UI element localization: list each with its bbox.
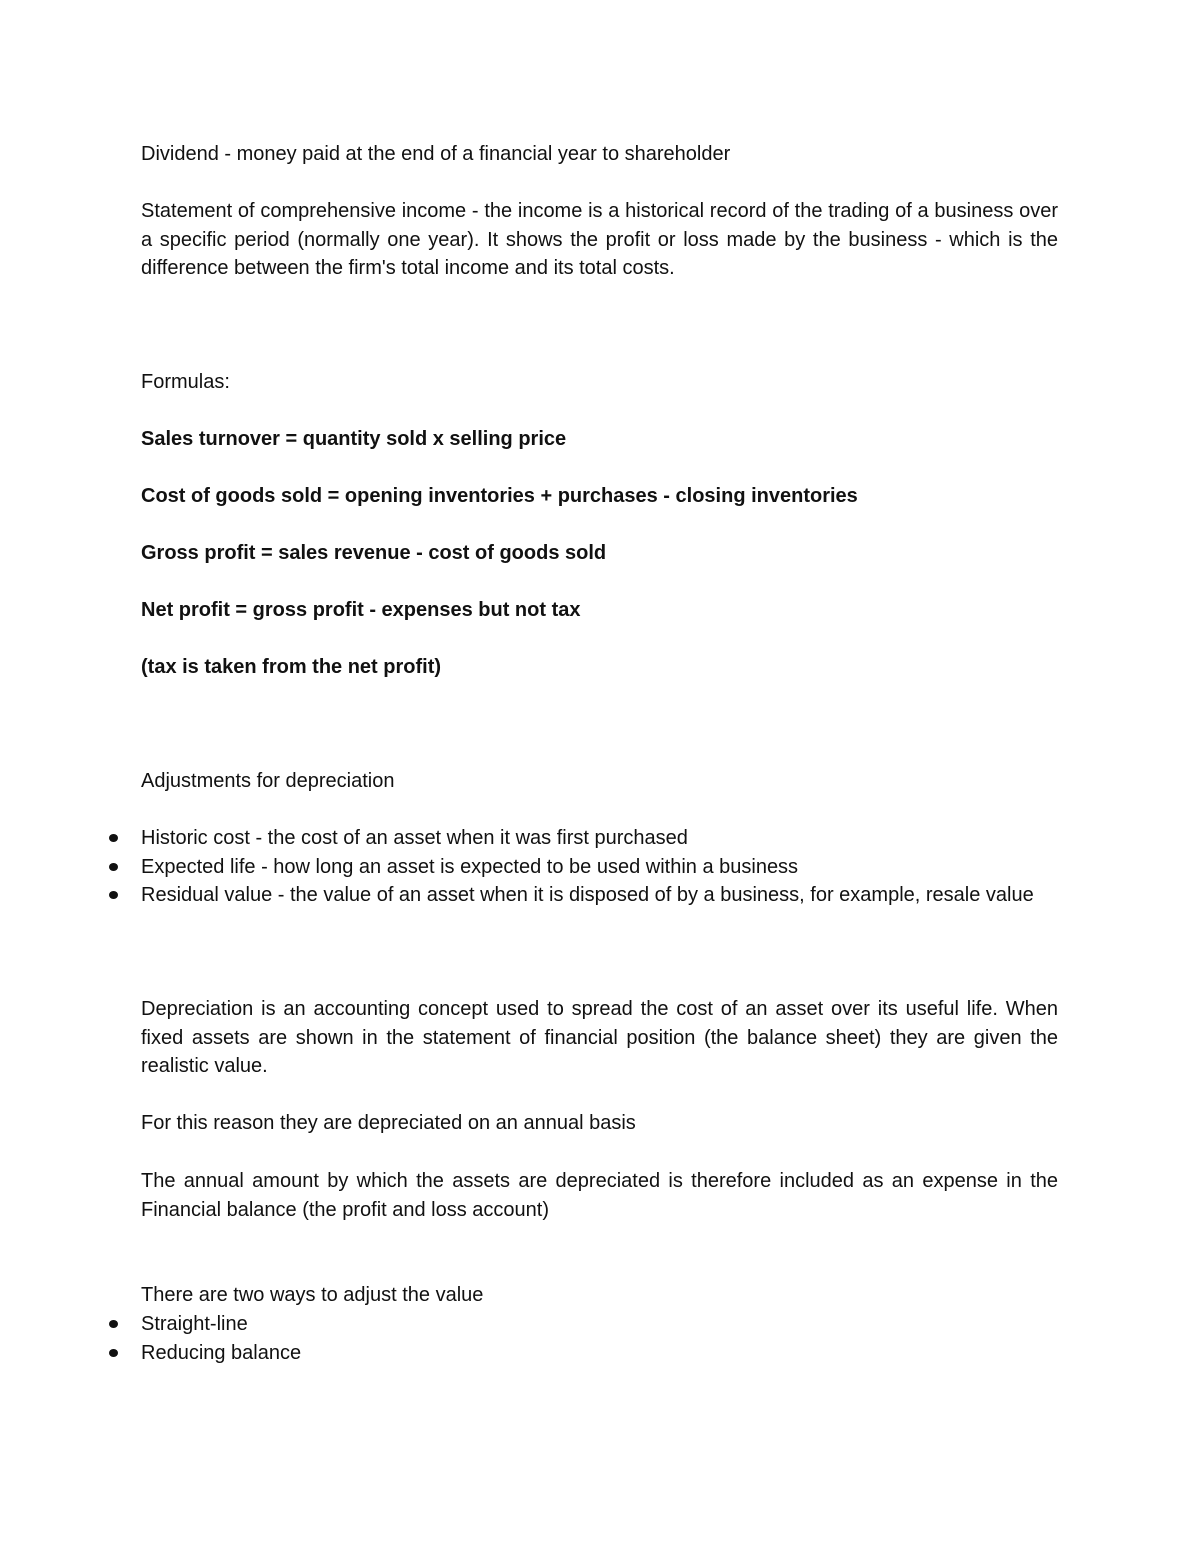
bullet-icon [109, 863, 118, 871]
list-item [0, 824, 1058, 853]
formulas-heading: Formulas: [141, 371, 230, 393]
dividend-definition: Dividend - money paid at the end of a financial year to shareholder [141, 143, 731, 165]
reason-line: For this reason they are depreciated on an annual basis [141, 1112, 636, 1134]
list-item-text: Reducing balance [141, 1341, 302, 1364]
adjustments-list [0, 824, 1200, 910]
bullet-icon [109, 891, 118, 899]
bullet-icon [109, 1349, 118, 1357]
formula-cost-of-goods-sold: Cost of goods sold = opening inventories + purchases - closing inventories [141, 485, 858, 507]
formula-gross-profit: Gross profit = sales revenue - cost of goods sold [141, 542, 607, 564]
list-item-text: Residual value - the value of an asset when it is disposed of by a business, for example, resale value [141, 884, 1034, 906]
list-item-text: Expected life - how long an asset is expected to be used within a business [141, 855, 799, 878]
bullet-icon [109, 834, 118, 842]
formula-tax-note: (tax is taken from the net profit) [141, 656, 442, 678]
adjustments-heading: Adjustments for depreciation [141, 770, 395, 792]
list-item [0, 853, 1058, 882]
bullet-icon [109, 1320, 118, 1328]
formula-sales-turnover: Sales turnover = quantity sold x selling price [141, 428, 567, 450]
list-item-text: Historic cost - the cost of an asset when it was first purchased [141, 827, 688, 849]
statement-definition: Statement of comprehensive income - the income is a historical record of the trading of a business over a specific period (normally one year). It shows the profit or loss made by the business - which is the difference between the firm's total income and its total costs. [141, 200, 1058, 279]
formula-net-profit: Net profit = gross profit - expenses but not tax [141, 599, 581, 621]
list-item [0, 881, 1058, 910]
annual-paragraph: The annual amount by which the assets are depreciated is therefore included as an expense in the Financial balance (the profit and loss account) [141, 1170, 1058, 1221]
list-item-text: Straight-line [141, 1313, 248, 1335]
depreciation-paragraph: Depreciation is an accounting concept used to spread the cost of an asset over its useful life. When fixed assets are shown in the statement of financial position (the balance sheet) they are given the realistic value. [141, 998, 1058, 1077]
ways-list [0, 1310, 1200, 1367]
list-item [0, 1310, 1058, 1339]
list-item [0, 1339, 1058, 1368]
ways-heading: There are two ways to adjust the value [141, 1284, 484, 1306]
